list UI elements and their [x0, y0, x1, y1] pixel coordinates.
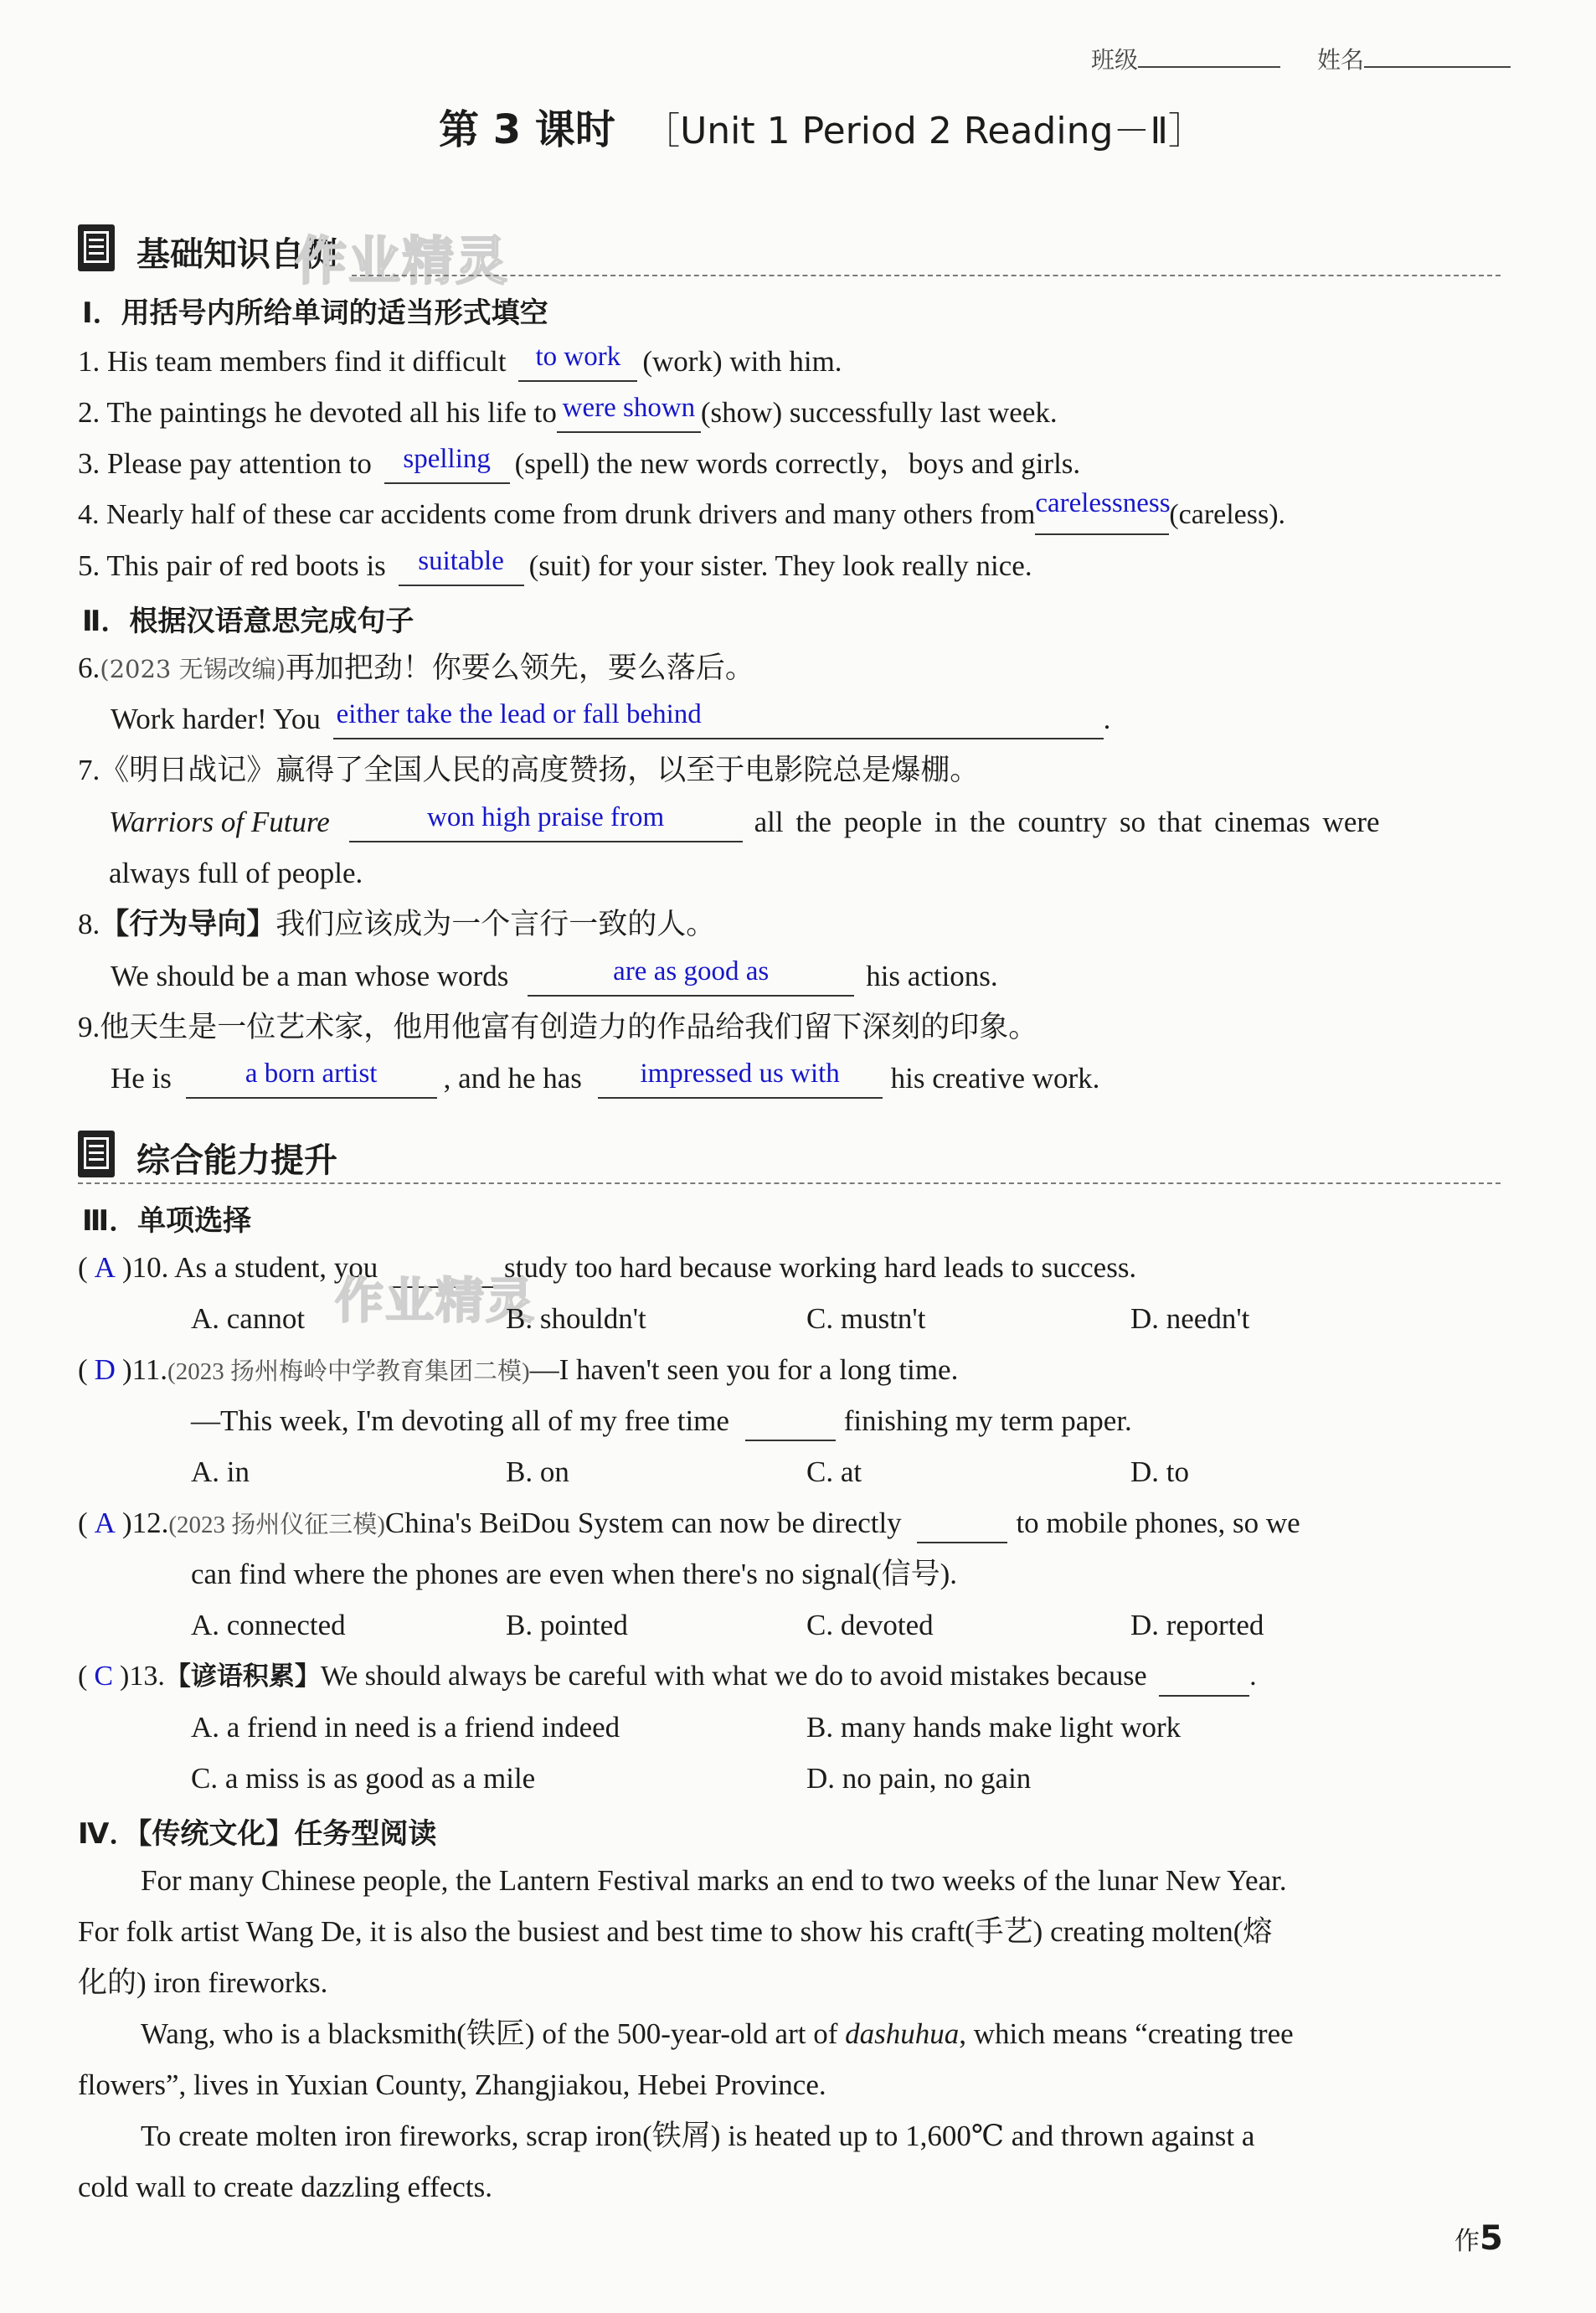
chosen-answer[interactable]: C: [94, 1661, 114, 1692]
question-7-cn: 7.《明日战记》赢得了全国人民的高度赞扬，以至于电影院总是爆棚。: [78, 754, 980, 787]
q10-option-c[interactable]: C. mustn't: [806, 1302, 926, 1335]
q10-option-a[interactable]: A. cannot: [191, 1302, 306, 1335]
answer-blank[interactable]: [745, 1403, 836, 1441]
answer-blank[interactable]: either take the lead or fall behind: [333, 701, 1104, 739]
passage-p1-line1: For many Chinese people, the Lantern Festival marks an end to two weeks of the lunar New Year.: [141, 1864, 1287, 1897]
question-8-cn: 8.【行为导向】我们应该成为一个言行一致的人。: [78, 908, 716, 941]
class-label: 班级: [1091, 46, 1139, 74]
answer-blank[interactable]: to work: [518, 343, 637, 382]
name-label: 姓名: [1317, 46, 1365, 74]
passage-p3-line1: To create molten iron fireworks, scrap iron(铁屑) is heated up to 1,600℃ and thrown against a: [141, 2120, 1255, 2152]
name-field: [1317, 42, 1511, 75]
q13-option-d[interactable]: D. no pain, no gain: [806, 1762, 1032, 1795]
question-8-en: We should be a man whose words are as good as his actions.: [111, 958, 998, 997]
q11-option-c[interactable]: C. at: [806, 1455, 862, 1488]
q12-option-c[interactable]: C. devoted: [806, 1609, 934, 1641]
answer-blank[interactable]: were shown: [557, 394, 701, 433]
question-12-line2: can find where the phones are even when there's no signal(信号).: [191, 1558, 958, 1590]
q12-option-a[interactable]: A. connected: [191, 1609, 346, 1641]
section-header-advanced: [78, 1131, 1501, 1181]
q13-option-c[interactable]: C. a miss is as good as a mile: [191, 1762, 536, 1795]
section-title: 基础知识自测: [136, 235, 337, 274]
part1-heading: Ⅰ．用括号内所给单词的适当形式填空: [82, 296, 548, 330]
q10-option-b[interactable]: B. shouldn't: [506, 1302, 646, 1335]
q12-option-d[interactable]: D. reported: [1130, 1609, 1264, 1641]
q11-option-a[interactable]: A. in: [191, 1455, 250, 1488]
answer-blank[interactable]: a born artist: [186, 1060, 437, 1099]
answer-blank[interactable]: suitable: [399, 548, 524, 586]
chosen-answer[interactable]: D: [94, 1353, 116, 1386]
footer-page: 5: [1480, 2219, 1503, 2258]
footer-label: 作: [1454, 2227, 1480, 2256]
passage-p2-line2: flowers”, lives in Yuxian County, Zhangjiakou, Hebei Province.: [78, 2068, 826, 2101]
q13-option-b[interactable]: B. many hands make light work: [806, 1711, 1182, 1744]
q11-option-d[interactable]: D. to: [1130, 1455, 1189, 1488]
passage-p1-line3: 化的) iron fireworks.: [78, 1966, 328, 1999]
section-header-basic: [78, 224, 1501, 275]
question-10: ( A )10. As a student, you study too hard because working hard leads to success.: [78, 1249, 1136, 1288]
book-icon: [78, 1131, 115, 1177]
section-divider: [78, 1182, 1501, 1184]
passage-p1-line2: For folk artist Wang De, it is also the busiest and best time to show his craft(手艺) creating molten(熔: [78, 1915, 1273, 1948]
answer-blank[interactable]: are as good as: [528, 958, 854, 997]
passage-p2-line1: Wang, who is a blacksmith(铁匠) of the 500-year-old art of dashuhua, which means “creating tree: [141, 2017, 1294, 2050]
book-icon: [78, 224, 115, 271]
section-divider: [352, 275, 1501, 276]
question-9-cn: 9.他天生是一位艺术家，他用他富有创造力的作品给我们留下深刻的印象。: [78, 1011, 1038, 1044]
answer-blank[interactable]: impressed us with: [598, 1060, 883, 1099]
section-title: 综合能力提升: [136, 1141, 337, 1180]
question-3: 3. Please pay attention to spelling (spell) the new words correctly，boys and girls.: [78, 446, 1080, 484]
question-12: ( A )12.(2023 扬州仪征三模)China's BeiDou System can now be directly to mobile phones, so we: [78, 1505, 1300, 1543]
page-title: [439, 97, 1205, 155]
question-2: 2. The paintings he devoted all his life to were shown (show) successfully last week.: [78, 394, 1058, 433]
chosen-answer[interactable]: A: [94, 1507, 116, 1539]
part4-heading: Ⅳ．【传统文化】任务型阅读: [78, 1817, 437, 1851]
question-6-cn: 6.(2023 无锡改编)再加把劲！你要么领先，要么落后。: [78, 652, 754, 685]
chosen-answer[interactable]: A: [94, 1251, 116, 1284]
q13-option-a[interactable]: A. a friend in need is a friend indeed: [191, 1711, 620, 1744]
watermark: 作业精灵: [335, 1272, 537, 1329]
question-5: 5. This pair of red boots is suitable (suit) for your sister. They look really nice.: [78, 548, 1032, 586]
answer-blank[interactable]: [1159, 1658, 1249, 1697]
question-7-en: Warriors of Future won high praise from all the people in the country so that cinemas were: [109, 804, 1380, 842]
lesson-title: 第 3 课时: [439, 106, 615, 153]
page-number: [1454, 2219, 1503, 2258]
answer-blank[interactable]: carelessness: [1035, 497, 1169, 535]
watermark: 作业精灵: [295, 230, 510, 291]
q11-option-b[interactable]: B. on: [506, 1455, 569, 1488]
answer-blank[interactable]: [917, 1505, 1007, 1543]
q10-option-d[interactable]: D. needn't: [1130, 1302, 1250, 1335]
name-blank[interactable]: [1364, 66, 1511, 68]
question-1: 1. His team members find it difficult to work (work) with him.: [78, 343, 842, 382]
q12-option-b[interactable]: B. pointed: [506, 1609, 628, 1641]
part2-heading: Ⅱ．根据汉语意思完成句子: [82, 605, 414, 638]
answer-blank[interactable]: spelling: [384, 446, 510, 484]
question-11: ( D )11.(2023 扬州梅岭中学教育集团二模)—I haven't seen you for a long time.: [78, 1353, 959, 1386]
passage-p3-line2: cold wall to create dazzling effects.: [78, 2171, 492, 2203]
question-9-en: He is a born artist , and he has impressed us with his creative work.: [111, 1060, 1099, 1099]
question-6-en: Work harder! You either take the lead or fall behind .: [111, 701, 1110, 739]
answer-blank[interactable]: won high praise from: [349, 804, 743, 842]
part3-heading: Ⅲ．单项选择: [82, 1204, 252, 1238]
class-blank[interactable]: [1138, 66, 1280, 68]
class-field: [1091, 42, 1280, 75]
question-11-line2: —This week, I'm devoting all of my free time finishing my term paper.: [191, 1403, 1132, 1441]
question-4: 4. Nearly half of these car accidents come from drunk drivers and many others from carelessness (careless).: [78, 497, 1285, 535]
question-7-en-line2: always full of people.: [109, 857, 363, 889]
question-13: ( C )13.【谚语积累】We should always be careful with what we do to avoid mistakes because .: [78, 1658, 1257, 1697]
unit-title: ［Unit 1 Period 2 Reading－Ⅱ］: [643, 110, 1206, 152]
